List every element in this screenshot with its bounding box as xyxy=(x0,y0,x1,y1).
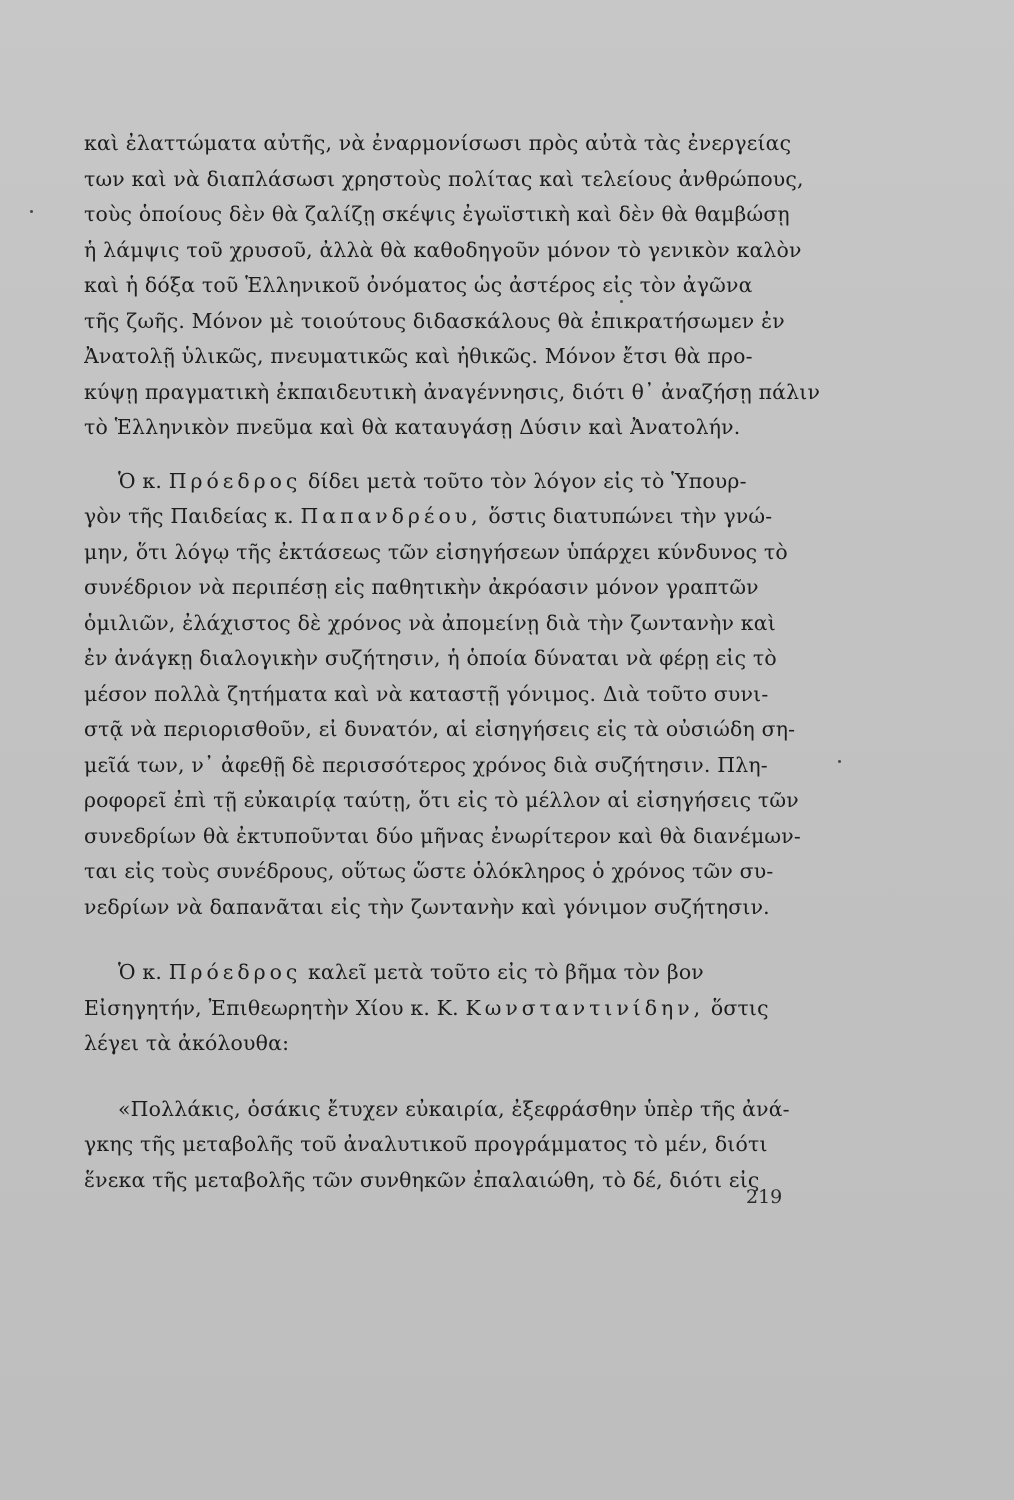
body-text xyxy=(84,126,822,1198)
speaker-name: Παπανδρέου, xyxy=(300,504,482,528)
text-line xyxy=(84,499,822,535)
text-line: λέγει τὰ ἀκόλουθα: xyxy=(84,1031,290,1055)
text-line: ἕνεκα τῆς μεταβολῆς τῶν συνθηκῶν ἐπαλαιώθη, τὸ δέ, διότι εἰς xyxy=(84,1167,760,1192)
line-suffix: ὅστις xyxy=(710,995,769,1020)
text-line: συνέδριον νὰ περιπέσῃ εἰς παθητικὴν ἀκρόασιν μόνον γραπτῶν xyxy=(84,575,759,599)
speaker-prefix: Ὁ κ. xyxy=(118,960,163,984)
text-line: ἐν ἀνάγκῃ διαλογικὴν συζήτησιν, ἡ ὁποία δύναται νὰ φέρῃ εἰς τὸ xyxy=(84,646,777,670)
speaker-prefix: Ὁ κ. xyxy=(118,468,163,493)
text-line: τὸ Ἑλληνικὸν πνεῦμα καὶ θὰ καταυγάσῃ Δύσιν καὶ Ἀνατολήν. xyxy=(84,415,741,439)
paragraph-3 xyxy=(84,955,822,1062)
text-line: μέσον πολλὰ ζητήματα καὶ νὰ καταστῇ γόνιμος. Διὰ τοῦτο συνι- xyxy=(84,681,769,706)
text-line: νεδρίων νὰ δαπανᾶται εἰς τὴν ζωντανὴν καὶ γόνιμον συζήτησιν. xyxy=(84,894,770,919)
text-line: καὶ ἡ δόξα τοῦ Ἑλληνικοῦ ὀνόματος ὡς ἀστέρος εἰς τὸν ἀγῶνα xyxy=(84,273,753,297)
paragraph-1 xyxy=(84,126,822,446)
text-line: «Πολλάκις, ὁσάκις ἔτυχεν εὐκαιρία, ἐξεφράσθην ὑπὲρ τῆς ἀνά- xyxy=(118,1096,790,1121)
line-suffix: ὅστις διατυπώνει τὴν γνώ- xyxy=(488,504,773,528)
text-line xyxy=(84,991,822,1027)
text-line: κύψῃ πραγματικὴ ἐκπαιδευτικὴ ἀναγέννησις, διότι θ᾽ ἀναζήσῃ πάλιν xyxy=(84,379,821,404)
text-line: τοὺς ὁποίους δὲν θὰ ζαλίζῃ σκέψις ἐγωϊστικὴ καὶ δὲν θὰ θαμβώσῃ xyxy=(84,202,790,226)
text-line: τῆς ζωῆς. Μόνον μὲ τοιούτους διδασκάλους θὰ ἐπικρατήσωμεν ἐν xyxy=(84,308,785,333)
paragraph-4 xyxy=(84,1092,822,1199)
text-line: συνεδρίων θὰ ἐκτυποῦνται δύο μῆνας ἐνωρίτερον καὶ θὰ διανέμων- xyxy=(84,823,801,848)
text-line: των καὶ νὰ διαπλάσωσι χρηστοὺς πολίτας καὶ τελείους ἀνθρώπους, xyxy=(84,166,804,191)
speaker-name: Κωνσταντινίδην, xyxy=(465,995,705,1020)
line-prefix: Εἰσηγητήν, Ἐπιθεωρητὴν Χίου κ. Κ. xyxy=(84,995,459,1020)
text-line: ἡ λάμψις τοῦ χρυσοῦ, ἀλλὰ θὰ καθοδηγοῦν μόνον τὸ γενικὸν καλὸν xyxy=(84,237,802,262)
text-line xyxy=(84,464,822,500)
text-line: ροφορεῖ ἐπὶ τῇ εὐκαιρίᾳ ταύτῃ, ὅτι εἰς τὸ μέλλον αἱ εἰσηγήσεις τῶν xyxy=(84,788,799,812)
line-suffix: καλεῖ μετὰ τοῦτο εἰς τὸ βῆμα τὸν βον xyxy=(307,960,704,984)
text-line: ται εἰς τοὺς συνέδρους, οὕτως ὥστε ὁλόκληρος ὁ χρόνος τῶν συ- xyxy=(84,859,774,883)
text-line: μεῖά των, ν᾽ ἀφεθῇ δὲ περισσότερος χρόνος διὰ συζήτησιν. Πλη- xyxy=(84,752,768,777)
scan-speck xyxy=(838,760,841,763)
text-line: στᾷ νὰ περιορισθοῦν, εἰ δυνατόν, αἱ εἰσηγήσεις εἰς τὰ οὐσιώδη ση- xyxy=(84,717,796,741)
scan-speck xyxy=(30,210,33,213)
text-line: καὶ ἐλαττώματα αὐτῆς, νὰ ἐναρμονίσωσι πρὸς αὐτὰ τὰς ἐνεργείας xyxy=(84,131,792,155)
scan-speck xyxy=(620,300,623,303)
speaker-title: Πρόεδρος xyxy=(168,960,302,984)
text-line: ὁμιλιῶν, ἐλάχιστος δὲ χρόνος νὰ ἀπομείνῃ διὰ τὴν ζωντανὴν καὶ xyxy=(84,610,776,635)
text-line: γκης τῆς μεταβολῆς τοῦ ἀναλυτικοῦ προγράμματος τὸ μέν, διότι xyxy=(84,1132,768,1156)
line-suffix: δίδει μετὰ τοῦτο τὸν λόγον εἰς τὸ Ὑπουρ- xyxy=(307,468,747,493)
line-prefix: γὸν τῆς Παιδείας κ. xyxy=(84,504,294,528)
text-line: μην, ὅτι λόγῳ τῆς ἐκτάσεως τῶν εἰσηγήσεων ὑπάρχει κύνδυνος τὸ xyxy=(84,539,788,564)
text-line xyxy=(84,955,822,991)
page-number: 219 xyxy=(746,1186,783,1208)
speaker-title: Πρόεδρος xyxy=(168,468,302,493)
text-line: Ἀνατολῇ ὑλικῶς, πνευματικῶς καὶ ἠθικῶς. Μόνον ἔτσι θὰ προ- xyxy=(84,344,753,368)
paragraph-2 xyxy=(84,464,822,926)
